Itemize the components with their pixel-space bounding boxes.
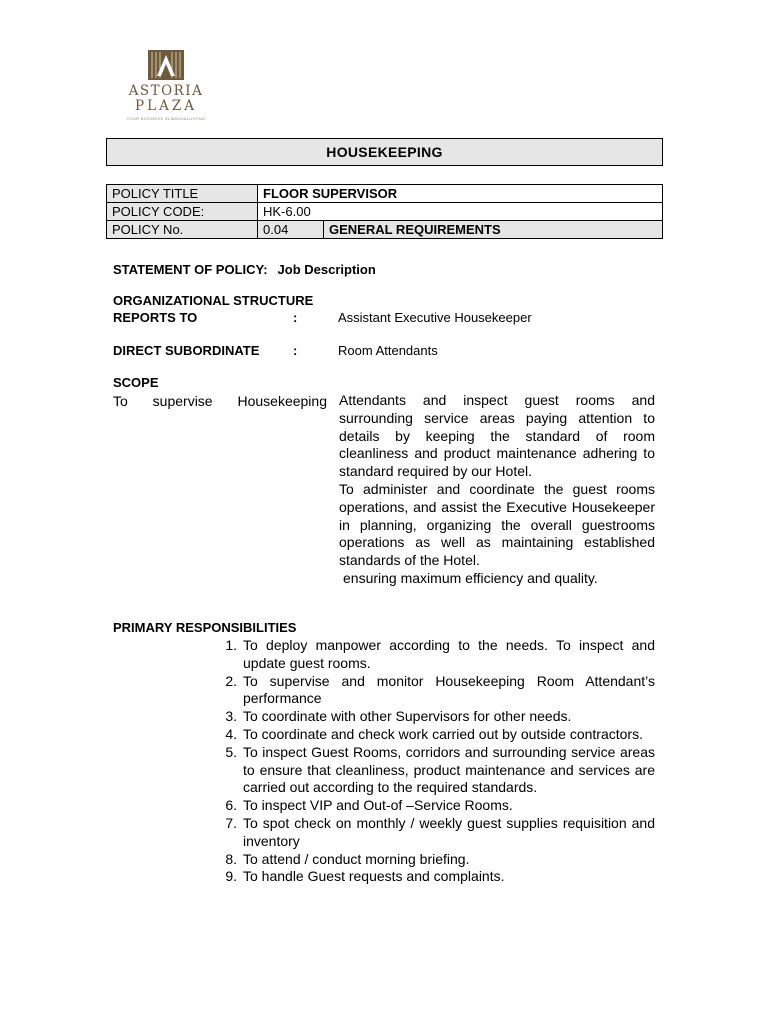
hotel-logo (120, 50, 212, 126)
logo-emblem-icon (148, 50, 184, 80)
statement-label: STATEMENT OF POLICY: (113, 262, 268, 277)
list-item-text: To spot check on monthly / weekly guest supplies requisition and inventory (243, 814, 655, 849)
scope-heading: SCOPE (113, 375, 159, 390)
logo-text-line1: ASTORIA (128, 83, 204, 99)
reports-to-value: Assistant Executive Housekeeper (338, 310, 532, 325)
department-header: HOUSEKEEPING (106, 138, 663, 166)
list-item-number: 8. (225, 850, 237, 867)
list-item-number: 4. (225, 725, 237, 742)
policy-section-title: GENERAL REQUIREMENTS (324, 221, 663, 239)
list-item-number: 3. (225, 708, 237, 725)
list-item (225, 814, 655, 851)
scope-paragraph-3: ensuring maximum efficiency and quality. (343, 569, 598, 586)
list-item-text: To supervise and monitor Housekeeping Room Attendant’s performance (243, 672, 655, 707)
direct-subordinate-row (113, 343, 438, 358)
policy-title-value: FLOOR SUPERVISOR (258, 185, 663, 203)
scope-paragraph-1: Attendants and inspect guest rooms and surrounding service areas paying attention to details by keeping the standard of room cleanliness and product maintenance adhering to standard required by our Hotel. (339, 392, 655, 480)
scope-paragraph-2: To administer and coordinate the guest rooms operations, and assist the Executive Housekeeper in planning, organizing the overall guestrooms operations as well as maintaining established standards of the Hotel. (339, 480, 655, 569)
list-item (225, 725, 655, 744)
scope-lead-text: To supervise Housekeeping (113, 393, 327, 409)
direct-subordinate-colon: : (293, 343, 298, 358)
list-item-number: 1. (225, 637, 237, 653)
reports-to-label: REPORTS TO (113, 310, 198, 325)
responsibilities-list (225, 637, 655, 886)
scope-body (339, 392, 655, 588)
responsibilities-heading: PRIMARY RESPONSIBILITIES (113, 620, 297, 635)
list-item (225, 637, 655, 673)
logo-tagline: YOUR BUSINESS IN MANDALUYONG (126, 116, 206, 121)
list-item-number: 5. (225, 743, 237, 760)
policy-title-row (107, 185, 663, 203)
list-item-number: 9. (225, 868, 237, 885)
policy-no-value: 0.04 (258, 221, 324, 239)
list-item-number: 6. (225, 797, 237, 814)
list-item-text: To handle Guest requests and complaints. (243, 868, 505, 885)
list-item-text: To deploy manpower according to the needs. To inspect and update guest rooms. (243, 637, 655, 671)
policy-code-value: HK-6.00 (258, 203, 663, 221)
reports-to-colon: : (293, 310, 298, 325)
policy-no-label: POLICY No. (107, 221, 258, 239)
direct-subordinate-label: DIRECT SUBORDINATE (113, 343, 260, 358)
list-item (225, 797, 655, 815)
direct-subordinate-value: Room Attendants (338, 343, 438, 358)
list-item-text: To coordinate with other Supervisors for other needs. (243, 708, 572, 725)
statement-value: Job Description (277, 262, 376, 277)
list-item (225, 743, 655, 797)
list-item-text: To attend / conduct morning briefing. (243, 850, 470, 867)
list-item-text: To inspect Guest Rooms, corridors and surrounding service areas to ensure that cleanliness, product maintenance and services are carried out according to the required standards. (243, 743, 655, 796)
list-item (225, 850, 655, 869)
policy-no-row (107, 221, 663, 239)
list-item-text: To coordinate and check work carried out by outside contractors. (243, 725, 643, 742)
policy-info-table (106, 184, 663, 239)
list-item (225, 708, 655, 726)
list-item (225, 868, 655, 886)
list-item-text: To inspect VIP and Out-of –Service Rooms. (243, 797, 513, 814)
list-item (225, 672, 655, 709)
reports-to-row (113, 310, 532, 325)
policy-code-row (107, 203, 663, 221)
org-structure-heading: ORGANIZATIONAL STRUCTURE (113, 293, 314, 308)
statement-of-policy (113, 262, 376, 277)
list-item-number: 7. (225, 814, 237, 831)
policy-code-label: POLICY CODE: (107, 203, 258, 221)
policy-title-label: POLICY TITLE (107, 185, 258, 203)
logo-text-line2: PLAZA (135, 98, 197, 114)
list-item-number: 2. (225, 672, 237, 689)
